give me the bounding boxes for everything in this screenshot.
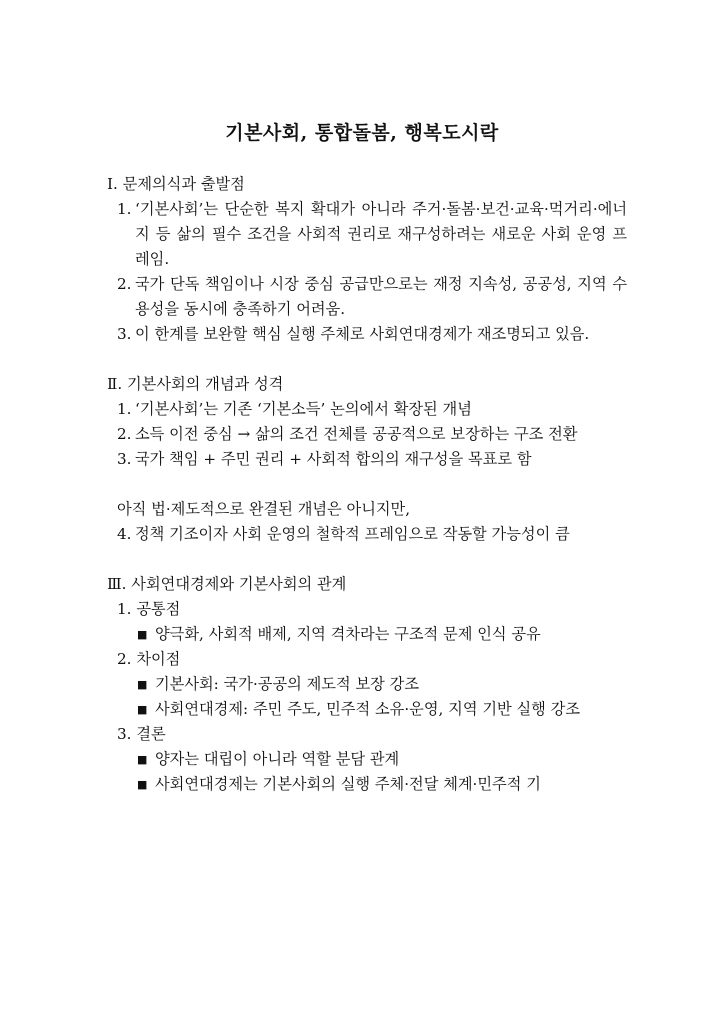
- bullet-text: 사회연대경제는 기본사회의 실행 주체·전달 체계·민주적 기: [155, 775, 541, 793]
- spacer: [107, 547, 627, 572]
- section-2: [107, 372, 627, 547]
- item-number: 2.: [117, 275, 132, 293]
- section-3: [107, 572, 627, 797]
- item-number: 2.: [117, 425, 132, 443]
- document-body: [107, 172, 627, 797]
- bullet-text: 기본사회: 국가·공공의 제도적 보장 강조: [155, 675, 419, 693]
- spacer: [107, 347, 627, 372]
- section-heading: Ⅲ. 사회연대경제와 기본사회의 관계: [107, 575, 347, 593]
- group-label: 2. 차이점: [117, 650, 181, 668]
- list-item: [117, 322, 627, 347]
- item-text: 이 한계를 보완할 핵심 실행 주체로 사회연대경제가 재조명되고 있음.: [135, 325, 590, 343]
- item-text: 국가 단독 책임이나 시장 중심 공급만으로는 재정 지속성, 공공성, 지역 수용성을 동시에 충족하기 어려움.: [135, 275, 627, 318]
- section-1: [107, 172, 627, 347]
- item-number: 3.: [117, 450, 132, 468]
- list-item: [117, 522, 627, 547]
- item-text: 정책 기조이자 사회 운영의 철학적 프레임으로 작동할 가능성이 큼: [135, 525, 570, 543]
- bullet-square-icon: ■: [137, 678, 148, 691]
- item-number: 4.: [117, 525, 132, 543]
- group-label: 1. 공통점: [117, 600, 181, 618]
- group-label: 3. 결론: [117, 725, 166, 743]
- spacer: [107, 472, 627, 497]
- bullet-square-icon: ■: [137, 628, 148, 641]
- bullet-text: 양자는 대립이 아니라 역할 분담 관계: [155, 750, 400, 768]
- bullet-item: [137, 672, 627, 697]
- item-number: 3.: [117, 325, 132, 343]
- item-text: 국가 책임 + 주민 권리 + 사회적 합의의 재구성을 목표로 함: [135, 450, 532, 468]
- bullet-item: [137, 697, 627, 722]
- bullet-square-icon: ■: [137, 753, 148, 766]
- section-heading: Ⅰ. 문제의식과 출발점: [107, 175, 245, 193]
- list-item: [117, 422, 627, 447]
- section-heading: Ⅱ. 기본사회의 개념과 성격: [107, 375, 284, 393]
- list-item: [117, 272, 627, 322]
- item-text: ‘기본사회’는 기존 ‘기본소득’ 논의에서 확장된 개념: [135, 400, 472, 418]
- document-title: 기본사회, 통합돌봄, 행복도시락: [225, 122, 499, 144]
- item-number: 1.: [117, 400, 132, 418]
- item-text: ‘기본사회’는 단순한 복지 확대가 아니라 주거·돌봄·보건·교육·먹거리·에너지 등 삶의 필수 조건을 사회적 권리로 재구성하려는 새로운 사회 운영 프레임.: [135, 200, 627, 268]
- section-note: 아직 법·제도적으로 완결된 개념은 아니지만,: [117, 500, 411, 518]
- item-number: 1.: [117, 200, 132, 218]
- list-item: [117, 447, 627, 472]
- bullet-item: [137, 747, 627, 772]
- list-item: [117, 397, 627, 422]
- bullet-square-icon: ■: [137, 778, 148, 791]
- bullet-item: [137, 772, 627, 797]
- bullet-item: [137, 622, 627, 647]
- list-item: [117, 197, 627, 272]
- bullet-text: 사회연대경제: 주민 주도, 민주적 소유·운영, 지역 기반 실행 강조: [155, 700, 580, 718]
- bullet-text: 양극화, 사회적 배제, 지역 격차라는 구조적 문제 인식 공유: [155, 625, 541, 643]
- item-text: 소득 이전 중심 → 삶의 조건 전체를 공공적으로 보장하는 구조 전환: [135, 425, 578, 443]
- bullet-square-icon: ■: [137, 703, 148, 716]
